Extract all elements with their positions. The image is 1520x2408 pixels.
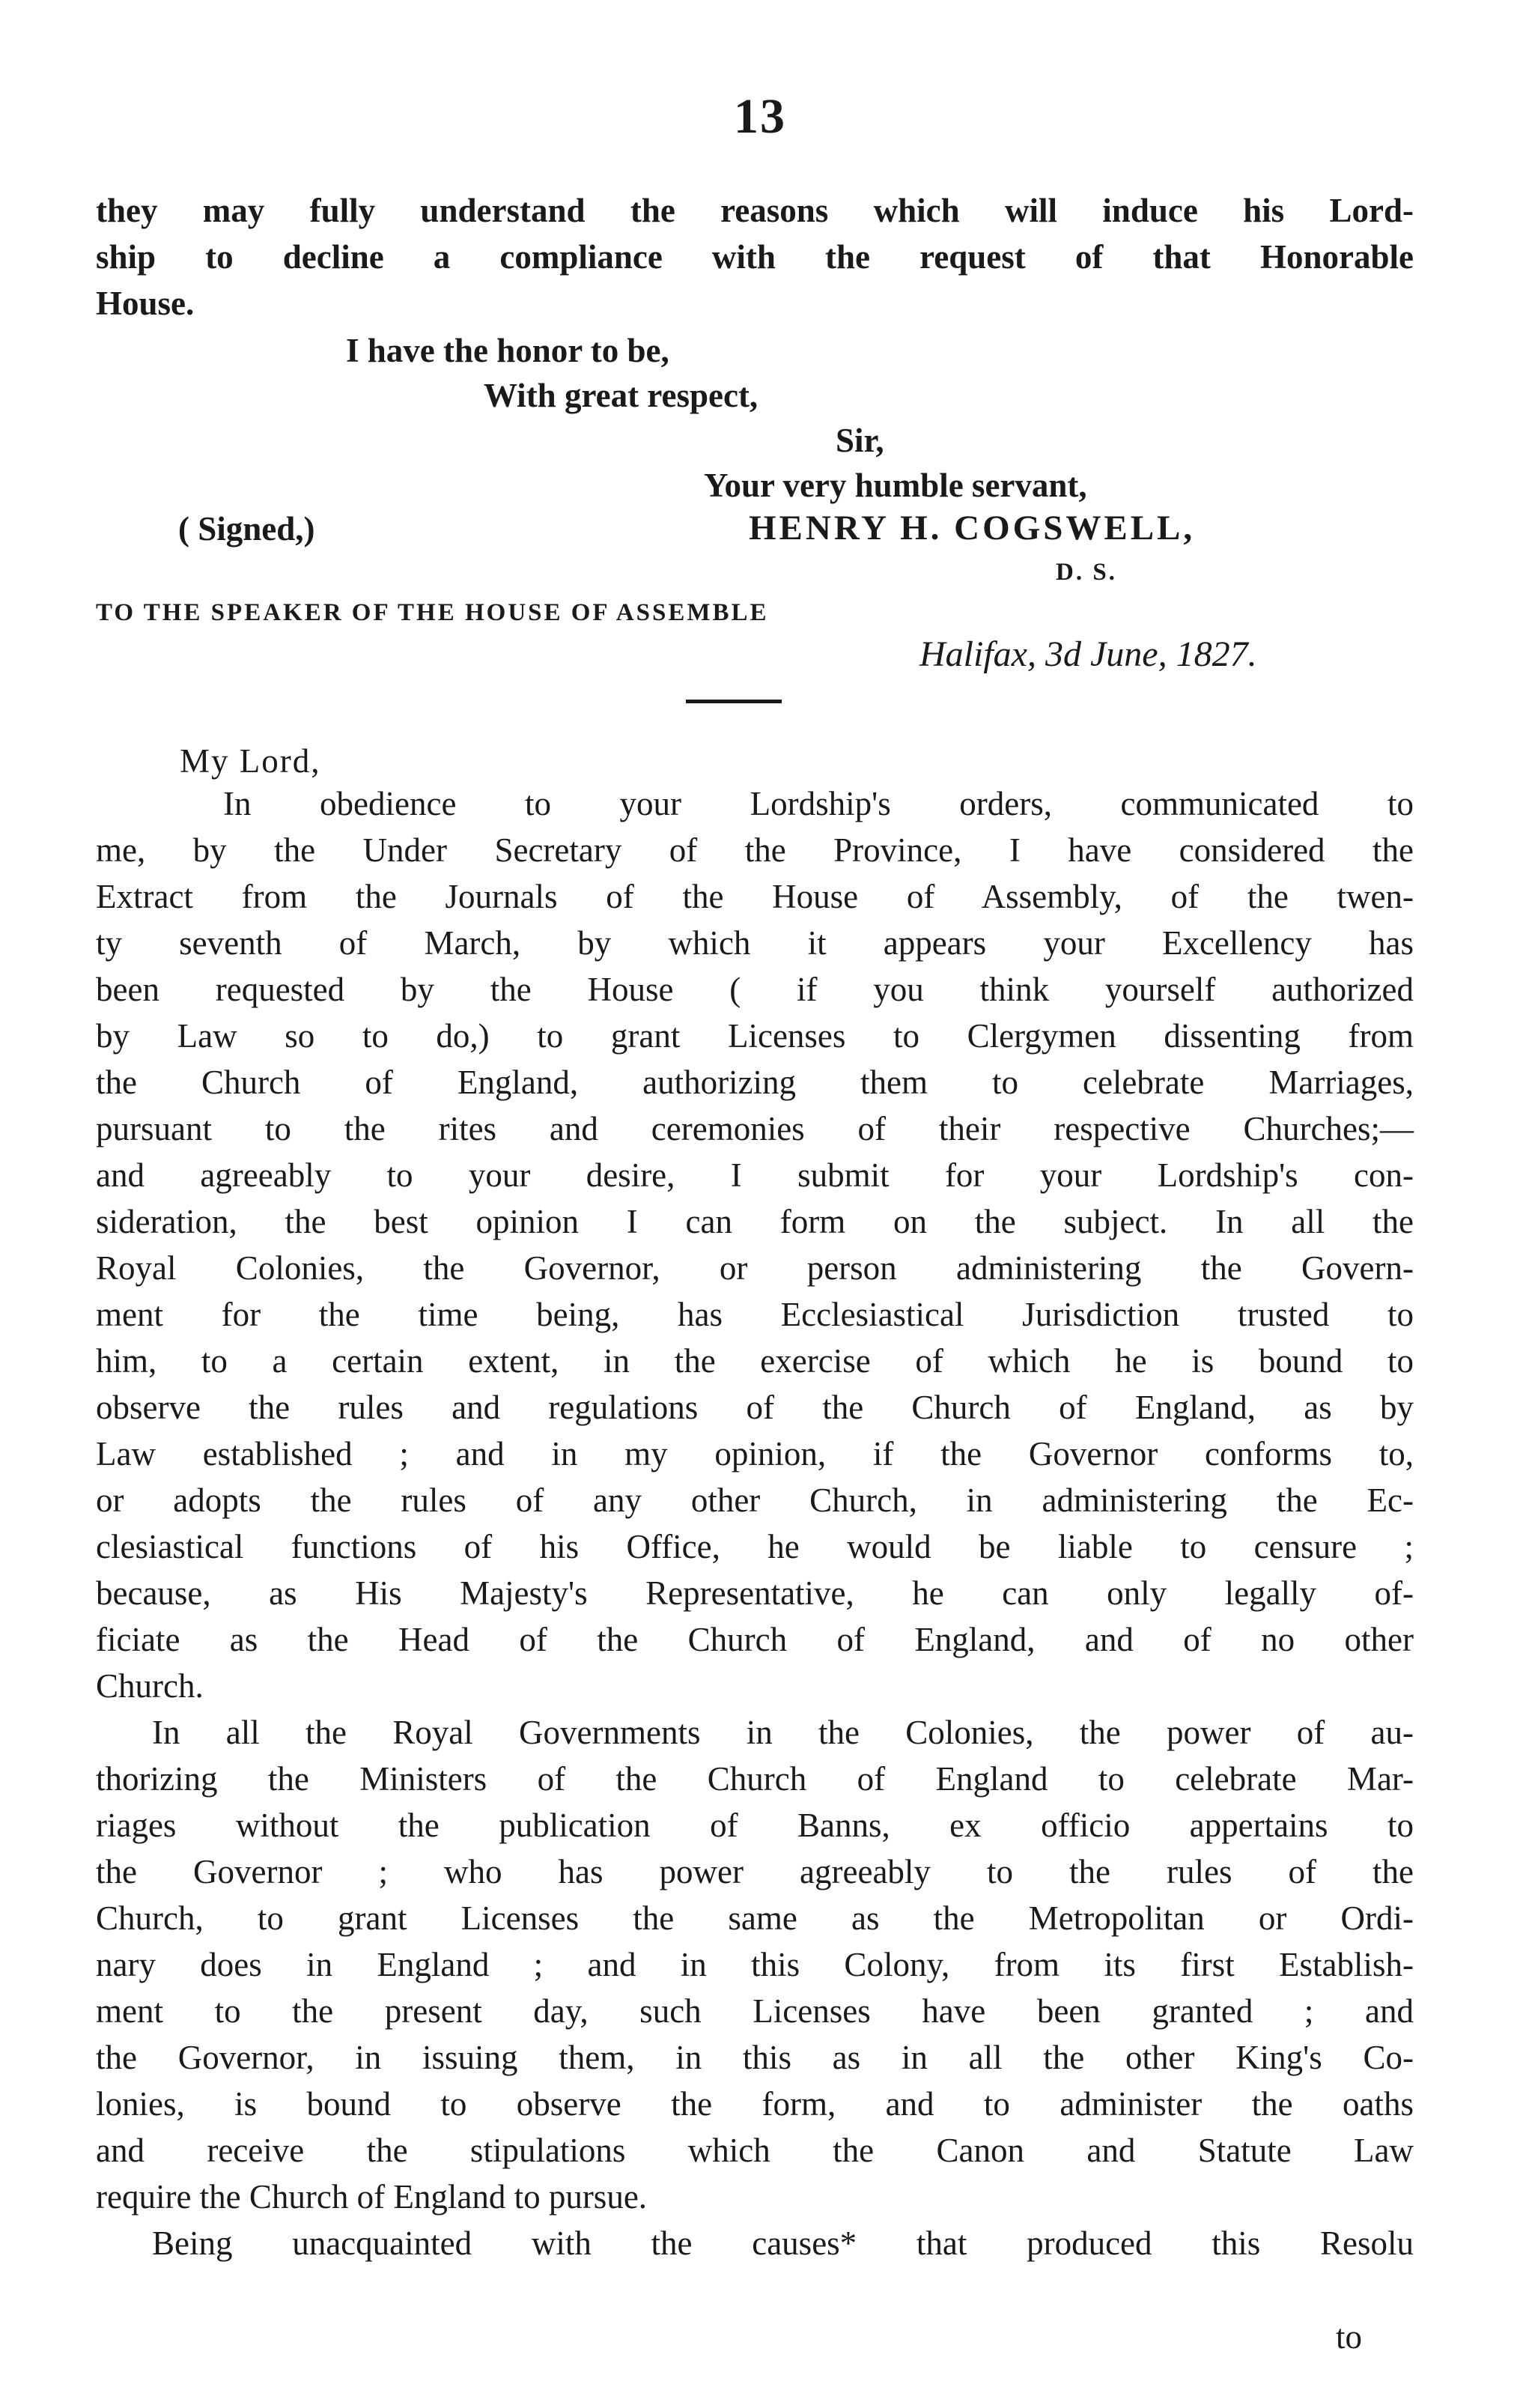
text-line: sideration, the best opinion I can form on the subject. In all the <box>96 1203 1414 1240</box>
text-line: Being unacquainted with the causes* that produced this Resolu <box>152 2224 1414 2262</box>
text-line: riages without the publication of Banns, ex officio appertains to <box>96 1807 1414 1844</box>
text-line: pursuant to the rites and ceremonies of their respective Churches;— <box>96 1110 1414 1147</box>
text-line: because, as His Majesty's Representative, he can only legally of- <box>96 1574 1414 1612</box>
text-line: Law established ; and in my opinion, if the Governor conforms to, <box>96 1435 1414 1473</box>
text-line: ship to decline a compliance with the request of that Honorable <box>96 238 1414 276</box>
text-line: and agreeably to your desire, I submit for your Lordship's con- <box>96 1156 1414 1194</box>
text-line: nary does in England ; and in this Colony, from its first Establish- <box>96 1946 1414 1983</box>
opening-paragraph <box>96 187 1414 327</box>
text-line: him, to a certain extent, in the exercise of which he is bound to <box>96 1342 1414 1380</box>
text-line: Extract from the Journals of the House of Assembly, of the twen- <box>96 878 1414 915</box>
text-line: the Church of England, authorizing them to celebrate Marriages, <box>96 1064 1414 1101</box>
text-line: ty seventh of March, by which it appears your Excellency has <box>96 924 1414 962</box>
text-line: me, by the Under Secretary of the Province, I have considered the <box>96 831 1414 869</box>
text-line: the Governor ; who has power agreeably to the rules of the <box>96 1853 1414 1890</box>
text-line: or adopts the rules of any other Church, in administering the Ec- <box>96 1482 1414 1519</box>
signed-label: ( Signed,) <box>178 510 315 548</box>
closing-line-4: Your very humble servant, <box>704 467 1087 504</box>
text-line: the Governor, in issuing them, in this as in all the other King's Co- <box>96 2039 1414 2076</box>
page-number: 13 <box>734 89 786 144</box>
salutation: My Lord, <box>180 742 321 780</box>
text-line: been requested by the House ( if you think yourself authorized <box>96 971 1414 1008</box>
text-line: ficiate as the Head of the Church of England, and of no other <box>96 1621 1414 1658</box>
signatory-name: HENRY H. COGSWELL, <box>749 509 1196 548</box>
address-line: TO THE SPEAKER OF THE HOUSE OF ASSEMBLE <box>96 599 769 626</box>
text-line: thorizing the Ministers of the Church of England to celebrate Mar- <box>96 1760 1414 1798</box>
catchword: to <box>1336 2318 1363 2356</box>
text-line: ment for the time being, has Ecclesiastical Jurisdiction trusted to <box>96 1296 1414 1333</box>
separator-rule <box>686 700 782 703</box>
text-line: and receive the stipulations which the Canon and Statute Law <box>96 2132 1414 2169</box>
text-line: require the Church of England to pursue. <box>96 2178 648 2216</box>
text-line: ment to the present day, such Licenses have been granted ; and <box>96 1992 1414 2030</box>
text-line: clesiastical functions of his Office, he would be liable to censure ; <box>96 1528 1414 1565</box>
text-line: Church, to grant Licenses the same as the Metropolitan or Ordi- <box>96 1899 1414 1937</box>
text-line: Church. <box>96 1667 204 1705</box>
letter-body <box>96 780 1414 2266</box>
closing-line-3: Sir, <box>836 422 884 459</box>
text-line: lonies, is bound to observe the form, and to administer the oaths <box>96 2085 1414 2123</box>
text-line: Royal Colonies, the Governor, or person administering the Govern- <box>96 1249 1414 1287</box>
text-line: In obedience to your Lordship's orders, communicated to <box>223 785 1414 822</box>
text-line: by Law so to do,) to grant Licenses to Clergymen dissenting from <box>96 1017 1414 1055</box>
text-line: they may fully understand the reasons which will induce his Lord- <box>96 192 1414 229</box>
closing-line-2: With great respect, <box>484 377 759 414</box>
closing-line-1: I have the honor to be, <box>346 332 669 369</box>
text-line: observe the rules and regulations of the Church of England, as by <box>96 1389 1414 1426</box>
dateline: Halifax, 3d June, 1827. <box>919 634 1257 674</box>
text-line: House. <box>96 285 195 322</box>
text-line: In all the Royal Governments in the Colonies, the power of au- <box>152 1714 1414 1751</box>
signatory-title: D. S. <box>1056 559 1117 586</box>
